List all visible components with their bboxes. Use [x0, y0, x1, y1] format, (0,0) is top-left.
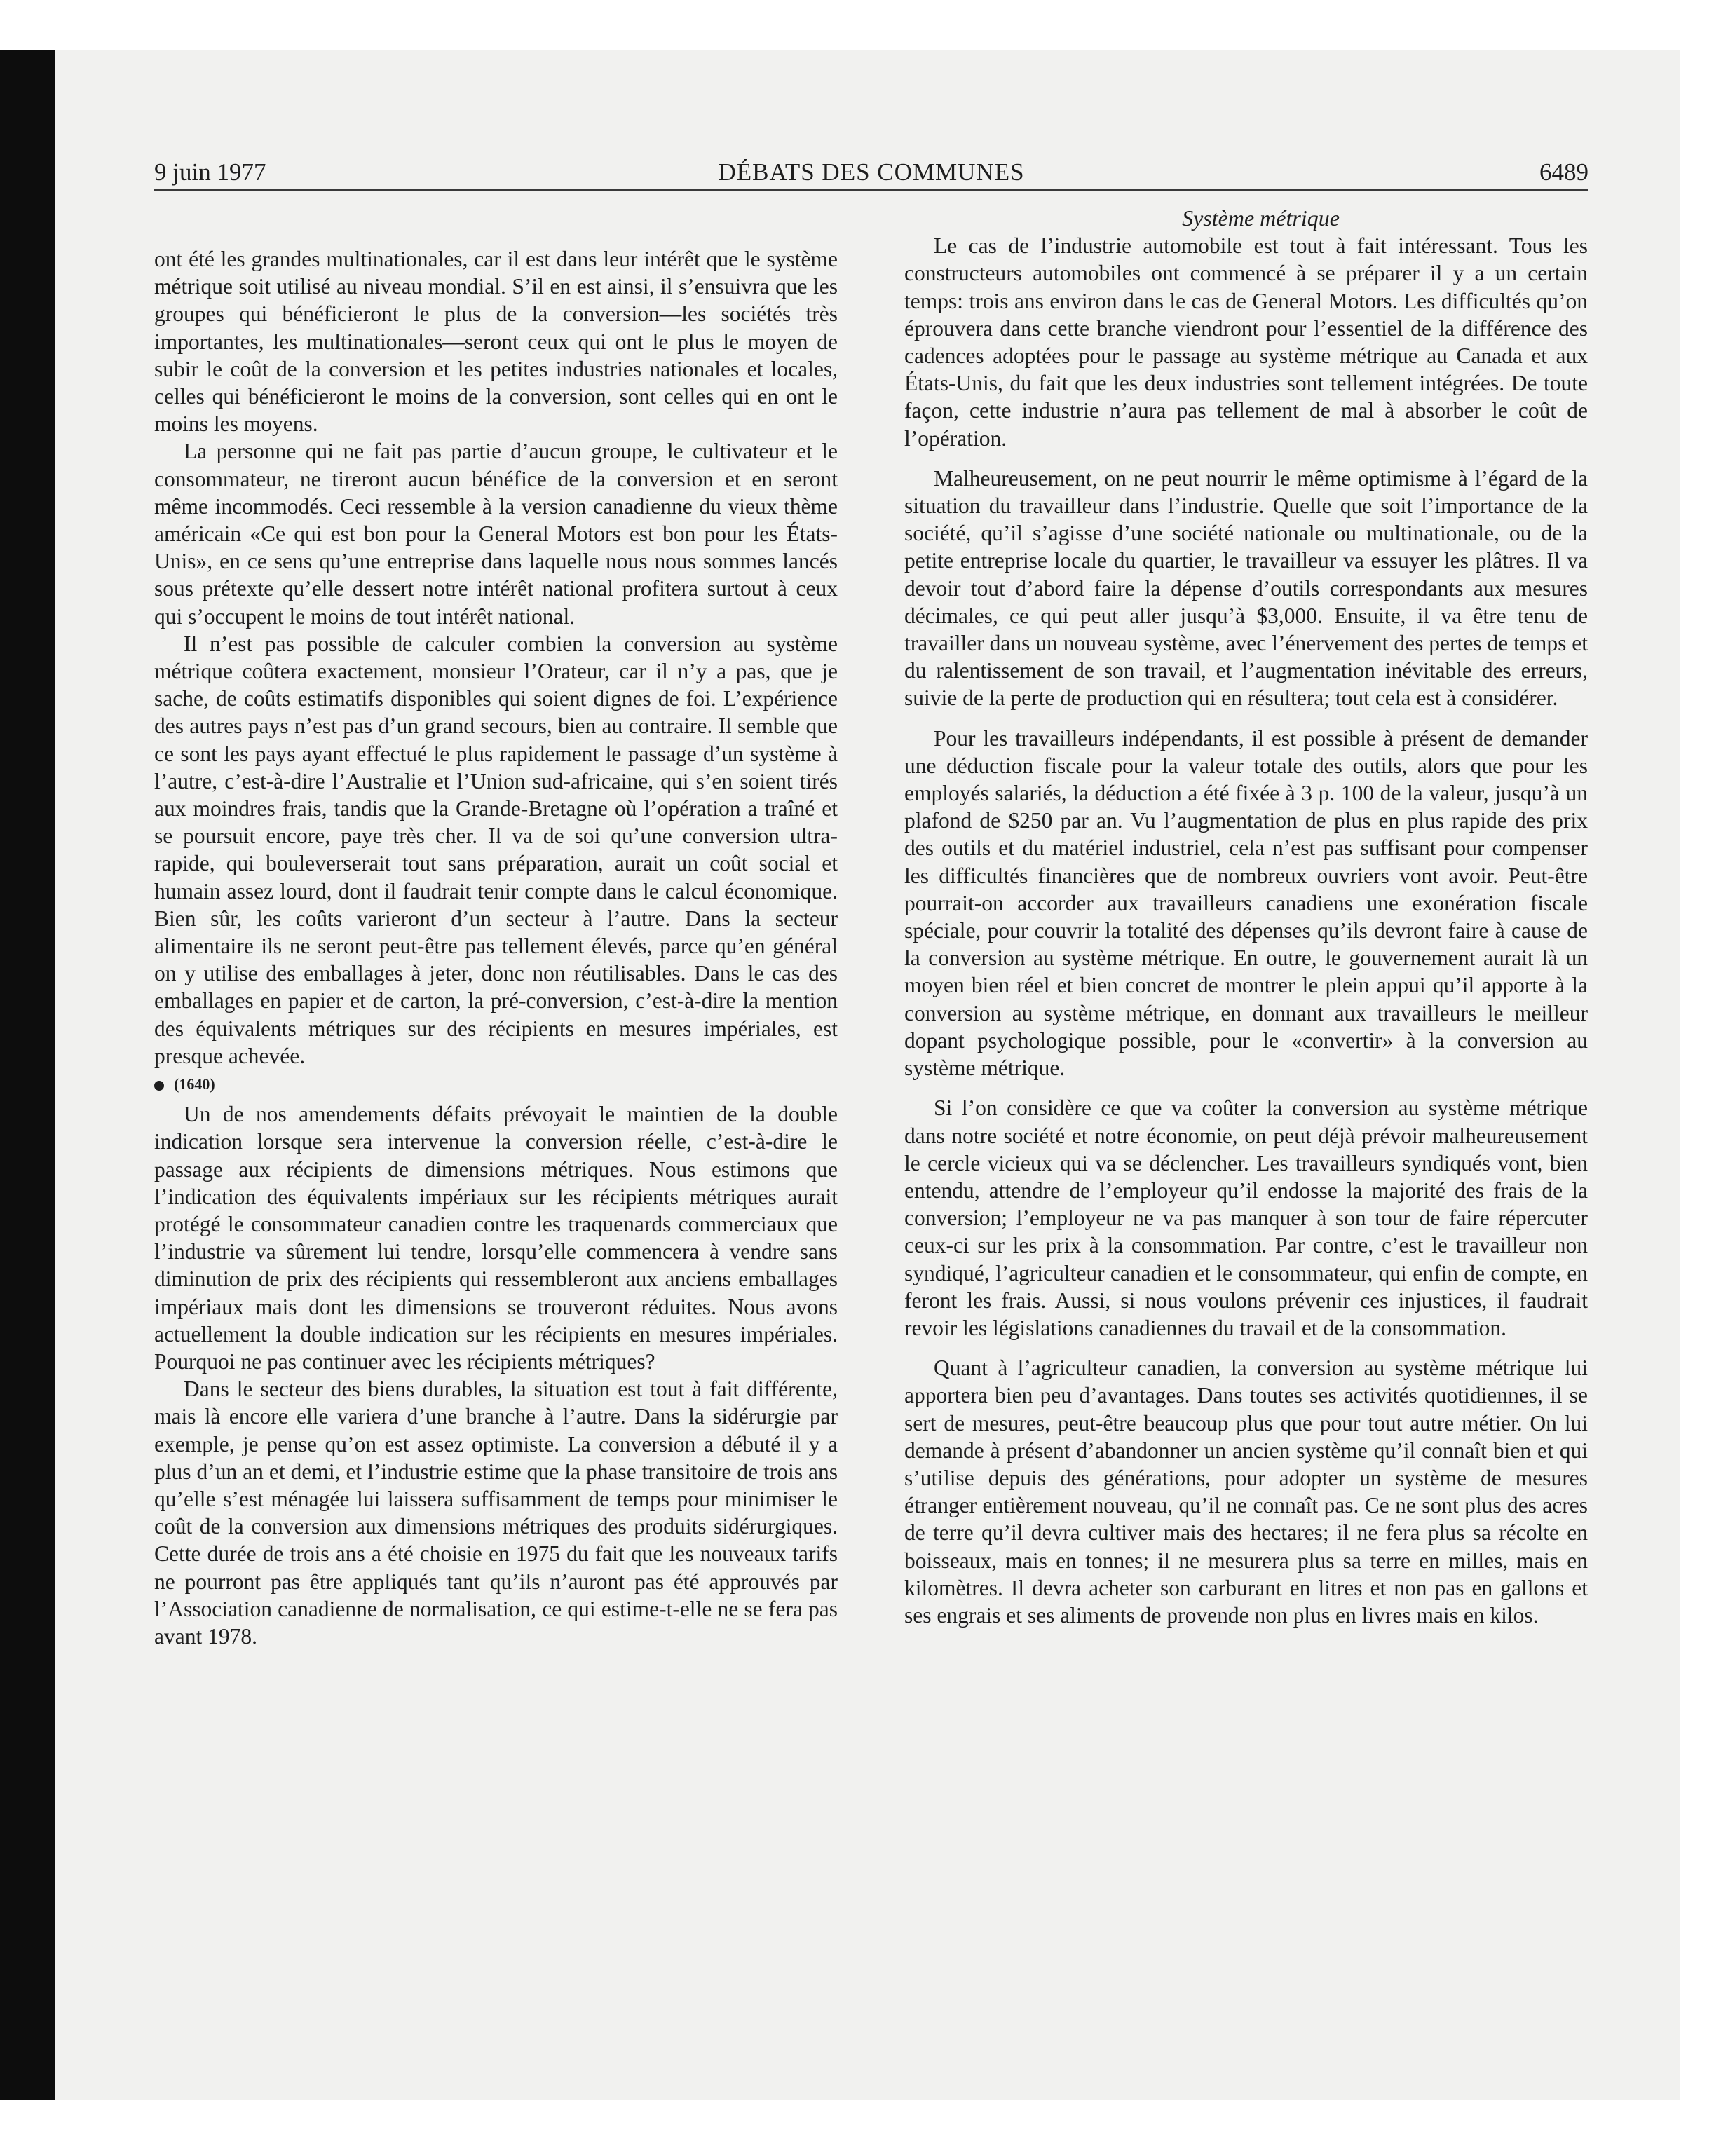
right-paragraph-5: Quant à l’agriculteur canadien, la conversion au système métrique lui apportera bien peu d’avantages. Dans toutes ses activités quotidiennes, il se sert de mesures, peut-être beaucoup plus que pour tout autre métier. On lui demande à présent d’abandonner un ancien système qu’il connaît bien et qui s’utilise depuis des générations, pour adopter un système de mesures étranger entièrement nouveau, qu’il ne connaît pas. Ce ne sont plus des acres de terre qu’il devra cultiver mais des hectares; il ne fera plus sa récolte en boisseaux, mais en tonnes; il ne mesurera plus sa terre en milles, mais en kilomètres. Il devra acheter son carburant en litres et non pas en gallons et ses engrais et ses aliments de provende non plus en livres mais en kilos. — [904, 1356, 1588, 1628]
left-paragraph-4: Un de nos amendements défaits prévoyait le maintien de la double indication lorsque sera intervenue la conversion réelle, c’est-à-dire le passage aux récipients de dimensions métriques. Nous estimons que l’indication des équivalents impériaux sur les récipients métriques aurait protégé le consommateur canadien contre les traquenards commerciaux que l’industrie va sûrement lui tendre, lorsqu’elle commencera à vendre sans diminution de prix des récipients qui ressembleront aux anciens emballages impériaux mais dont les dimensions se trouveront réduites. Nous avons actuellement la double indication sur les récipients en mesures impériales. Pourquoi ne pas continuer avec les récipients métriques? — [154, 1102, 838, 1374]
left-paragraph-3: Il n’est pas possible de calculer combien la conversion au système métrique coûtera exactement, monsieur l’Orateur, car il n’y a pas, que je sache, de coûts estimatifs disponibles qui soient dignes de foi. L’expérience des autres pays n’est pas d’un grand secours, bien au contraire. Il semble que ce sont les pays ayant effectué le plus rapidement le passage d’un système à l’autre, c’est-à-dire l’Australie et l’Union sud-africaine, qui s’en soient tirés aux moindres frais, tandis que la Grande-Bretagne où l’opération a traîné et se poursuit encore, paye très cher. Il va de soi qu’une conversion ultra-rapide, qui bouleverserait tout sans préparation, aurait un coût social et humain assez lourd, dont il faudrait tenir compte dans le calcul économique. Bien sûr, les coûts varieront d’un secteur à l’autre. Dans la secteur alimentaire ils ne seront peut-être pas tellement élevés, parce qu’en général on y utilise des emballages à jeter, donc non réutilisables. Dans le cas des emballages en papier et de carton, la pré-conversion, c’est-à-dire la mention des équivalents métriques sur des récipients en mesures impériales, est presque achevée. — [154, 631, 838, 1068]
header-publication: DÉBATS DES COMMUNES — [718, 158, 1025, 186]
header-page-number: 6489 — [1539, 158, 1588, 186]
time-marker — [154, 1074, 838, 1095]
right-paragraph-1: Le cas de l’industrie automobile est tout à fait intéressant. Tous les constructeurs automobiles ont commencé à se préparer il y a un certain temps: trois ans environ dans le cas de General Motors. Les difficultés qu’on éprouvera dans cette branche viendront pour l’essentiel de la différence des cadences adoptées pour le passage au système métrique au Canada et aux États-Unis, du fait que les deux industries sont tellement intégrées. De toute façon, cette industrie n’aura pas tellement de mal à absorber le coût de l’opération. — [904, 233, 1588, 451]
header-date: 9 juin 1977 — [154, 158, 266, 186]
left-paragraph-5: Dans le secteur des biens durables, la situation est tout à fait différente, mais là encore elle variera d’une branche à l’autre. Dans la sidérurgie par exemple, je pense qu’on est assez optimiste. La conversion a débuté il y a plus d’un an et demi, et l’industrie estime que la phase transitoire de trois ans qu’elle s’est ménagée lui laissera suffisamment de temps pour minimiser le coût de la conversion aux dimensions métriques des produits sidérurgiques. Cette durée de trois ans a été choisie en 1975 du fait que les nouveaux tarifs ne pourront pas être appliqués tant qu’ils n’auront pas été approuvés par l’Association canadienne de normalisation, ce qui estime-t-elle ne se fera pas avant 1978. — [154, 1377, 838, 1649]
left-paragraph-1: ont été les grandes multinationales, car il est dans leur intérêt que le système métrique soit utilisé au niveau mondial. S’il en est ainsi, il s’ensuivra que les groupes qui bénéficieront le plus de la conversion—les sociétés très importantes, les multinationales—seront ceux qui ont le plus le moyen de subir le coût de la conversion et les petites industries nationales et locales, celles qui bénéficieront le moins de la conversion, sont celles qui en ont le moins les moyens. — [154, 247, 838, 437]
right-column — [904, 205, 1588, 1629]
page-header — [154, 156, 1588, 191]
right-paragraph-2: Malheureusement, on ne peut nourrir le même optimisme à l’égard de la situation du travailleur dans l’industrie. Quelle que soit l’importance de la société, qu’il s’agisse d’une société nationale ou multinationale, ou de la petite entreprise locale du quartier, le travailleur va essuyer les plâtres. Il va devoir tout d’abord faire la dépense d’outils correspondants aux mesures décimales, ce qui peut aller jusqu’à $3,000. Ensuite, il va être tenu de travailler dans un nouveau système, avec l’énervement des pertes de temps et du ralentissement de son travail, et l’augmentation inévitable des erreurs, suivie de la perte de production qui en résultera; tout cela est à considérer. — [904, 465, 1588, 711]
section-title: Système métrique — [1182, 205, 1340, 231]
left-paragraph-2: La personne qui ne fait pas partie d’aucun groupe, le cultivateur et le consommateur, ne tireront aucun bénéfice de la conversion et en seront même incommodés. Ceci ressemble à la version canadienne du vieux thème américain «Ce qui est bon pour la General Motors est bon pour les États-Unis», en ce sens qu’une entreprise dans laquelle nous nous sommes lancés sous prétexte qu’elle dessert notre intérêt national profitera surtout à ceux qui s’occupent le moins de tout intérêt national. — [154, 439, 838, 629]
right-paragraph-4: Si l’on considère ce que va coûter la conversion au système métrique dans notre société et notre économie, on peut déjà prévoir malheureusement le cercle vicieux qui va se déclencher. Les travailleurs syndiqués vont, bien entendu, attendre de l’employeur qu’il endosse la majorité des frais de la conversion; l’employeur ne va pas manquer à son tour de faire répercuter ceux-ci sur les prix à la consommation. Par contre, c’est le travailleur non syndiqué, l’agriculteur canadien et le consommateur, qui enfin de compte, en feront les frais. Aussi, si nous voulons prévenir ces injustices, il faudrait revoir les législations canadiennes du travail et de la consommation. — [904, 1096, 1588, 1340]
left-column — [154, 245, 838, 1650]
bullet-dot-icon — [154, 1081, 164, 1091]
time-marker-label: (1640) — [174, 1075, 215, 1093]
scan-border — [0, 50, 55, 2100]
right-paragraph-3: Pour les travailleurs indépendants, il est possible à présent de demander une déduction fiscale pour la valeur totale des outils, alors que pour les employés salariés, la déduction a été fixée à 3 p. 100 de la valeur, jusqu’à un plafond de $250 par an. Vu l’augmentation de plus en plus rapide des prix des outils et du matériel industriel, cela n’est pas suffisant pour compenser les difficultés financières que de nombreux ouvriers vont avoir. Peut-être pourrait-on accorder aux travailleurs canadiens une exonération fiscale spéciale, pour couvrir la totalité des dépenses qu’ils devront faire à cause de la conversion au système métrique. En outre, le gouvernement aurait là un moyen bien réel et bien concret de montrer le plein appui qu’il apporte à la conversion au système métrique, en donnant aux travailleurs le meilleur dopant psychologique possible, pour le «convertir» à la conversion au système métrique. — [904, 725, 1588, 1081]
